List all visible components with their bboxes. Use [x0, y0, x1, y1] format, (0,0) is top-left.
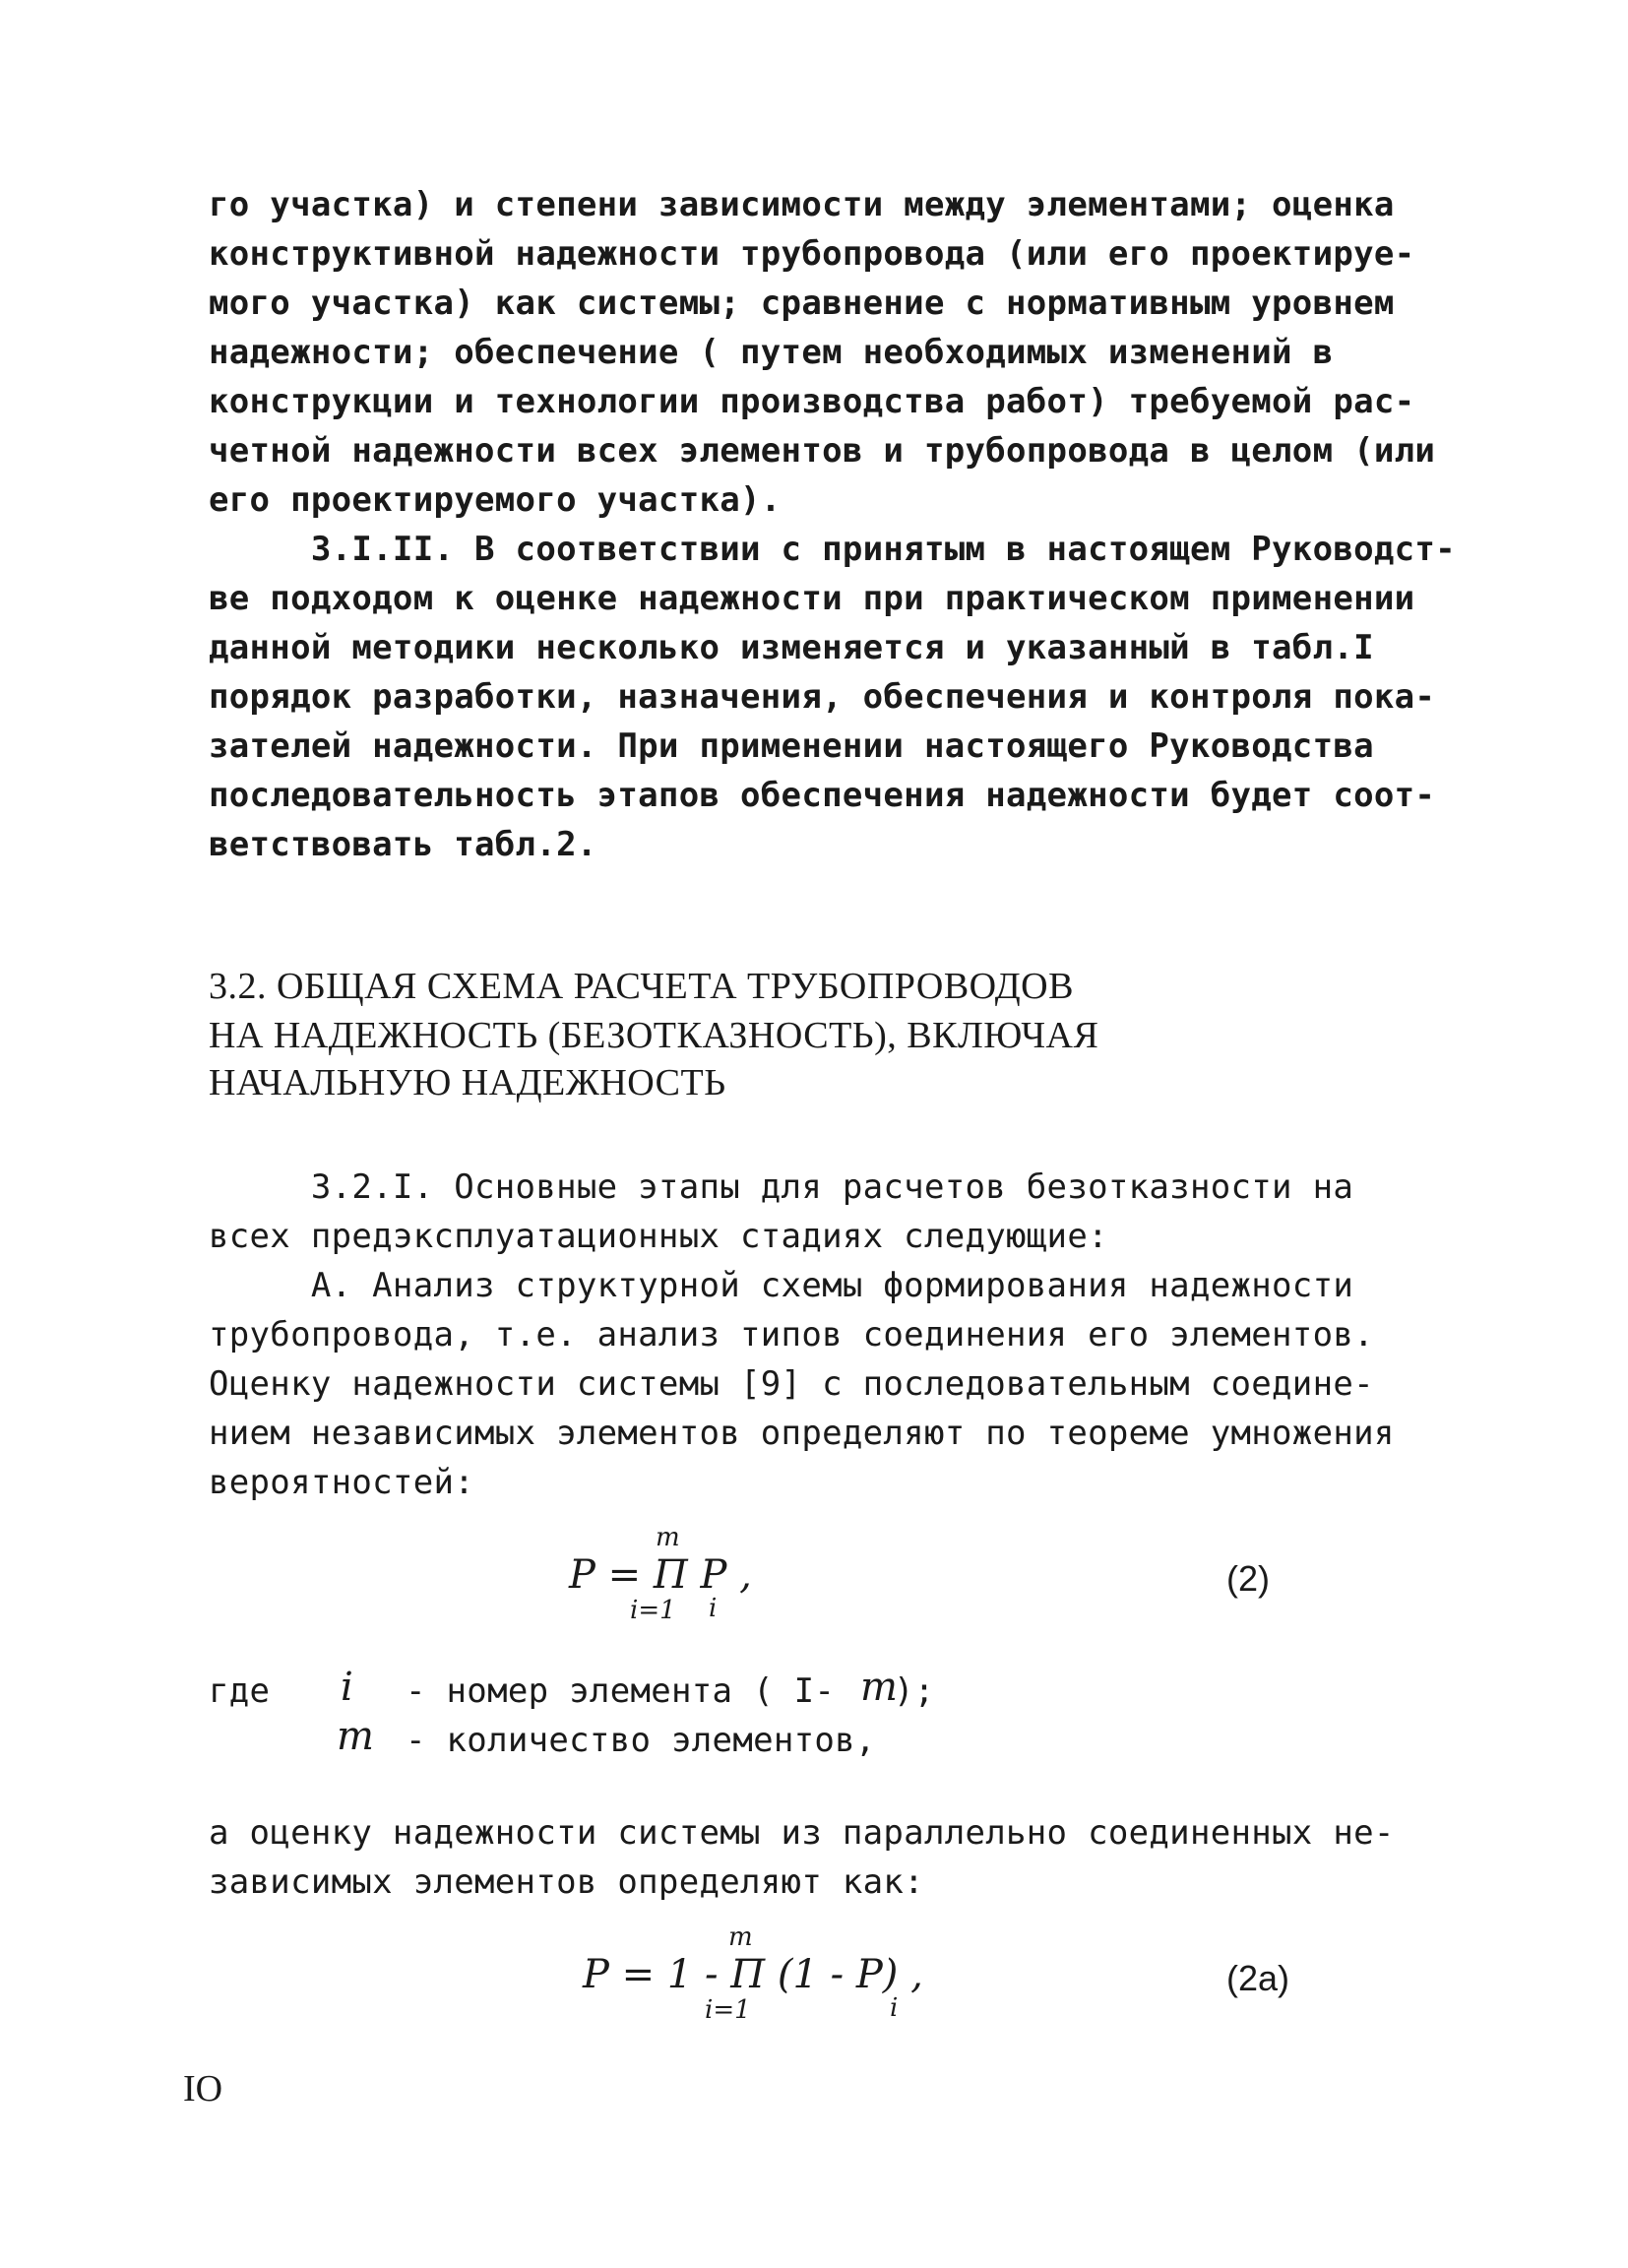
formula-upper-limit: m [728, 1922, 753, 1952]
equation-number: (2a) [1226, 1958, 1290, 1998]
text-line: надежности; обеспечение ( путем необходимых изменений в [209, 333, 1334, 372]
variable-m-description: - количество элементов, [406, 1721, 876, 1760]
text-line: ветствовать табл.2. [209, 825, 597, 864]
text-line: последовательность этапов обеспечения надежности будет соот- [209, 776, 1436, 815]
text-line: ве подходом к оценке надежности при практическом применении [209, 579, 1415, 618]
formula-index: i [890, 1993, 899, 2023]
text-line: 3.I.II. В соответствии с принятым в настоящем Руководст- [209, 530, 1456, 569]
text-line: всех предэксплуатационных стадиях следующие: [209, 1217, 1108, 1256]
text-line: мого участка) как системы; сравнение с нормативным уровнем [209, 284, 1395, 323]
formula-upper-limit: m [656, 1523, 680, 1552]
where-label: где [209, 1671, 271, 1711]
text-line: данной методики несколько изменяется и указанный в табл.I [209, 628, 1374, 667]
formula-expression: P = Π P , [569, 1552, 752, 1598]
heading-line: НА НАДЕЖНОСТЬ (БЕЗОТКАЗНОСТЬ), ВКЛЮЧАЯ [209, 1015, 1099, 1056]
text-line: порядок разработки, назначения, обеспечения и контроля пока- [209, 677, 1436, 717]
text-line: а оценку надежности системы из параллельно соединенных не- [209, 1813, 1395, 1853]
variable-i-description: - номер элемента ( I- [406, 1671, 836, 1711]
text-line: его проектируемого участка). [209, 480, 782, 520]
text-line: четной надежности всех элементов и трубопровода в целом (или [209, 431, 1436, 471]
text-line: зависимых элементов определяют как: [209, 1862, 924, 1902]
formula-index: i [709, 1594, 718, 1623]
variable-i-description-end: ); [894, 1671, 935, 1711]
text-line: конструктивной надежности трубопровода (или его проектируе- [209, 234, 1415, 274]
text-line: 3.2.I. Основные этапы для расчетов безотказности на [209, 1167, 1354, 1207]
formula-expression: P = 1 - Π (1 - P) , [583, 1952, 923, 1997]
text-line: трубопровода, т.е. анализ типов соединения его элементов. [209, 1315, 1374, 1354]
text-line: зателей надежности. При применении настоящего Руководства [209, 726, 1374, 766]
variable-m-inline: m [860, 1665, 898, 1710]
text-line: го участка) и степени зависимости между элементами; оценка [209, 185, 1395, 224]
heading-line: НАЧАЛЬНУЮ НАДЕЖНОСТЬ [209, 1062, 726, 1103]
text-line: А. Анализ структурной схемы формирования надежности [209, 1266, 1354, 1305]
text-line: вероятностей: [209, 1463, 475, 1502]
equation-number: (2) [1226, 1558, 1270, 1599]
formula-lower-limit: i=1 [705, 1995, 751, 2025]
text-line: конструкции и технологии производства работ) требуемой рас- [209, 382, 1415, 421]
variable-i: i [341, 1665, 353, 1710]
formula-lower-limit: i=1 [630, 1596, 676, 1625]
page-number: IO [183, 2068, 223, 2110]
text-line: Оценку надежности системы [9] с последовательным соедине- [209, 1364, 1374, 1404]
variable-m: m [337, 1714, 374, 1759]
text-line: нием независимых элементов определяют по теореме умножения [209, 1414, 1395, 1453]
heading-line: 3.2. ОБЩАЯ СХЕМА РАСЧЕТА ТРУБОПРОВОДОВ [209, 966, 1074, 1007]
